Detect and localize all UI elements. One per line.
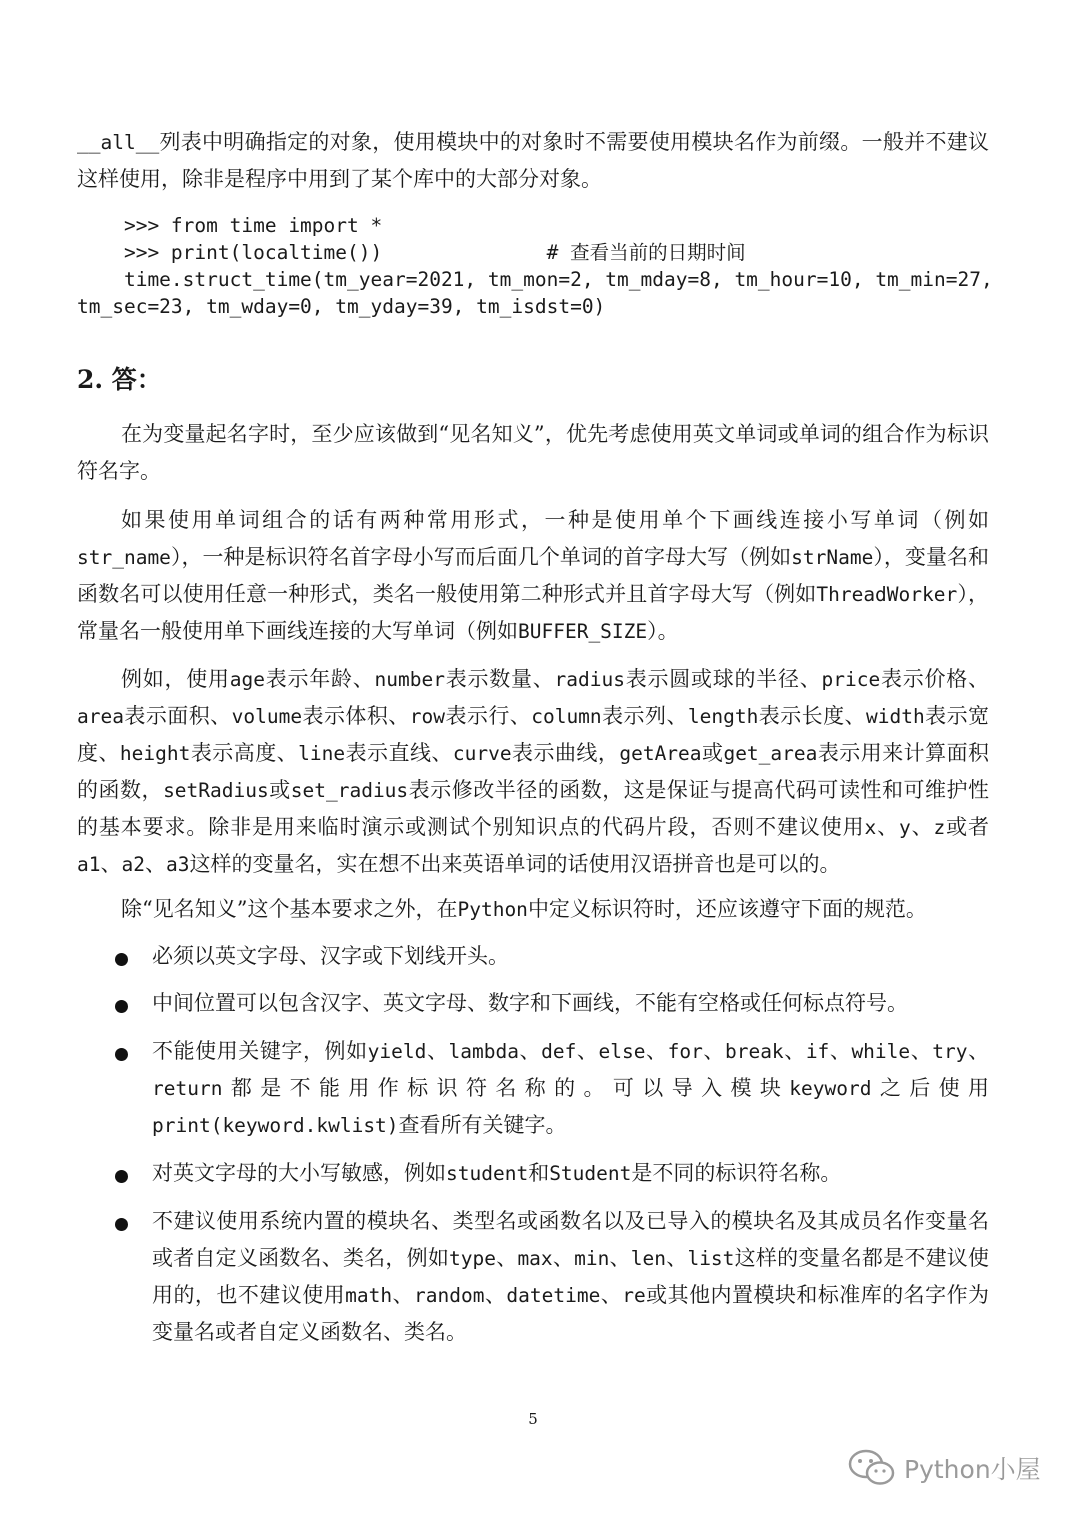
list-item: 不建议使用系统内置的模块名、类型名或函数名以及已导入的模块名及其成员名作变量名或者自定义函数名、类名，例如type、max、min、len、list这样的变量名都是不建议使用的，也不建议使用math、random、datetime、re或其他内置模块和标准库的名字作为变量名或者自定义函数名、类名。 xyxy=(77,1203,989,1351)
document-page xyxy=(77,0,993,1527)
bullet-icon xyxy=(115,953,128,966)
code-all: __all__ xyxy=(77,131,160,154)
paragraph-naming-examples: 例如，使用age表示年龄、number表示数量、radius表示圆或球的半径、price表示价格、area表示面积、volume表示体积、row表示行、column表示列、length表示长度、width表示宽度、height表示高度、line表示直线、curve表示曲线，getArea或get_area表示用来计算面积的函数，setRadius或set_radius表示修改半径的函数，这是保证与提高代码可读性和可维护性的基本要求。除非是用来临时演示或测试个别知识点的代码片段，否则不建议使用x、y、z或者a1、a2、a3这样的变量名，实在想不出来英语单词的话使用汉语拼音也是可以的。 xyxy=(77,667,990,876)
code-line: >>> from time import * xyxy=(77,214,383,237)
wechat-icon xyxy=(846,1447,898,1489)
paragraph-naming-forms: 如果使用单词组合的话有两种常用形式，一种是使用单个下画线连接小写单词（例如str_name），一种是标识符名首字母小写而后面几个单词的首字母大写（例如strName），变量名和函数名可以使用任意一种形式，类名一般使用第二种形式并且首字母大写（例如ThreadWorker），常量名一般使用单下画线连接的大写单词（例如BUFFER_SIZE）。 xyxy=(77,508,990,643)
list-item: 必须以英文字母、汉字或下划线开头。 xyxy=(77,938,989,975)
bullet-icon xyxy=(115,1218,128,1231)
list-item: 不能使用关键字，例如yield、lambda、def、else、for、break、if、while、try、return都是不能用作标识符名称的。可以导入模块keyword之后使用print(keyword.kwlist)查看所有关键字。 xyxy=(77,1033,989,1144)
bullet-icon xyxy=(115,1000,128,1013)
code-block xyxy=(77,212,997,320)
intro-paragraph: __all__列表中明确指定的对象，使用模块中的对象时不需要使用模块名作为前缀。一般并不建议这样使用，除非是程序中用到了某个库中的大部分对象。 xyxy=(77,130,989,191)
bullet-icon xyxy=(115,1170,128,1183)
list-item: 对英文字母的大小写敏感，例如student和Student是不同的标识符名称。 xyxy=(77,1155,989,1192)
brand-text: Python小屋 xyxy=(904,1455,1041,1484)
section-heading: 2. 答： xyxy=(77,365,162,394)
paragraph-naming-rules-intro: 除“见名知义”这个基本要求之外，在Python中定义标识符时，还应该遵守下面的规范。 xyxy=(121,897,927,921)
code-line: time.struct_time(tm_year=2021, tm_mon=2, tm_mday=8, tm_hour=10, tm_min=27, xyxy=(77,268,993,291)
bullet-icon xyxy=(115,1048,128,1061)
footer-brand xyxy=(846,1440,1041,1496)
paragraph-naming-principle: 在为变量起名字时，至少应该做到“见名知义”，优先考虑使用英文单词或单词的组合作为标识符名字。 xyxy=(77,422,989,483)
page-number: 5 xyxy=(528,1410,538,1428)
list-item: 中间位置可以包含汉字、英文字母、数字和下画线，不能有空格或任何标点符号。 xyxy=(77,985,989,1022)
code-line: tm_sec=23, tm_wday=0, tm_yday=39, tm_isdst=0) xyxy=(77,295,606,318)
code-line: >>> print(localtime()) # 查看当前的日期时间 xyxy=(77,241,746,264)
